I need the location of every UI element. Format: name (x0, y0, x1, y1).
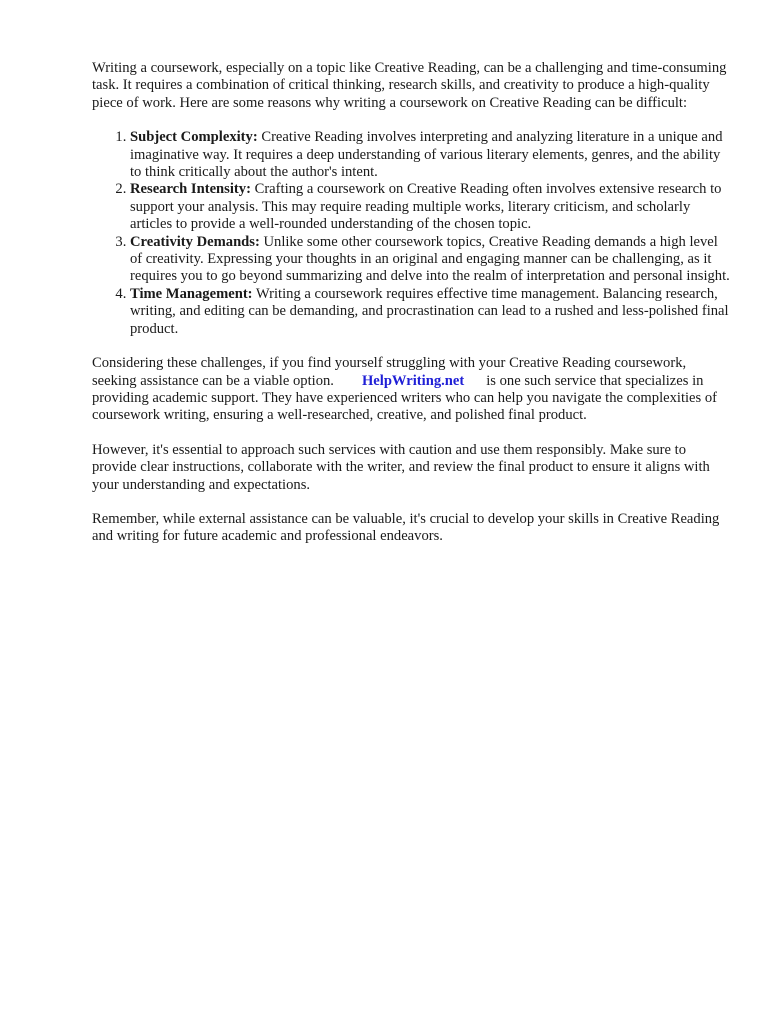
list-item (130, 181, 732, 233)
list-item-text: Creative Reading involves interpreting and analyzing literature in a unique and imaginative way. It requires a deep understanding of various literary elements, genres, and the ability to think critically about the author's intent. (130, 129, 723, 181)
assistance-paragraph (92, 355, 732, 425)
intro-paragraph: Writing a coursework, especially on a topic like Creative Reading, can be a challenging and time-consuming task. It requires a combination of critical thinking, research skills, and creativity to produce a high-quality piece of work. Here are some reasons why writing a coursework on Creative Reading can be difficult: (92, 60, 727, 111)
list-item-title: Time Management: (130, 285, 253, 302)
closing-paragraph: Remember, while external assistance can be valuable, it's crucial to develop your skills in Creative Reading and writing for future academic and professional endeavors. (92, 510, 720, 545)
list-item-text: Crafting a coursework on Creative Reading often involves extensive research to support your analysis. This may require reading multiple works, literary criticism, and scholarly articles to provide a well-rounded understanding of the chosen topic. (130, 181, 722, 233)
assistance-text-before: Considering these challenges, if you find yourself struggling with your Creative Reading coursework, seeking assistance can be a viable option. (92, 355, 687, 389)
list-item-title: Research Intensity: (130, 181, 251, 198)
list-item (130, 234, 732, 286)
list-item (130, 286, 732, 338)
document-page (92, 60, 732, 546)
list-item (130, 129, 732, 181)
assistance-text-after: is one such service that specializes in providing academic support. They have experienced writers who can help you navigate the complexities of coursework writing, ensuring a well-researched, creative, and polished final product. (92, 372, 718, 424)
list-item-title: Creativity Demands: (130, 233, 260, 250)
list-item-text: Unlike some other coursework topics, Creative Reading demands a high level of creativity. Expressing your thoughts in an original and engaging manner can be challenging, as it requires you to go beyond summarizing and delve into the realm of interpretation and personal insight. (130, 233, 730, 285)
caution-paragraph: However, it's essential to approach such services with caution and use them responsibly. Make sure to provide clear instructions, collaborate with the writer, and review the final product to ensure it aligns with your understanding and expectations. (92, 441, 710, 493)
challenges-list (92, 129, 732, 338)
helpwriting-link[interactable]: HelpWriting.net (361, 372, 465, 389)
list-item-text: Writing a coursework requires effective time management. Balancing research, writing, and editing can be demanding, and procrastination can lead to a rushed and less-polished final product. (130, 285, 729, 337)
list-item-title: Subject Complexity: (130, 129, 258, 146)
